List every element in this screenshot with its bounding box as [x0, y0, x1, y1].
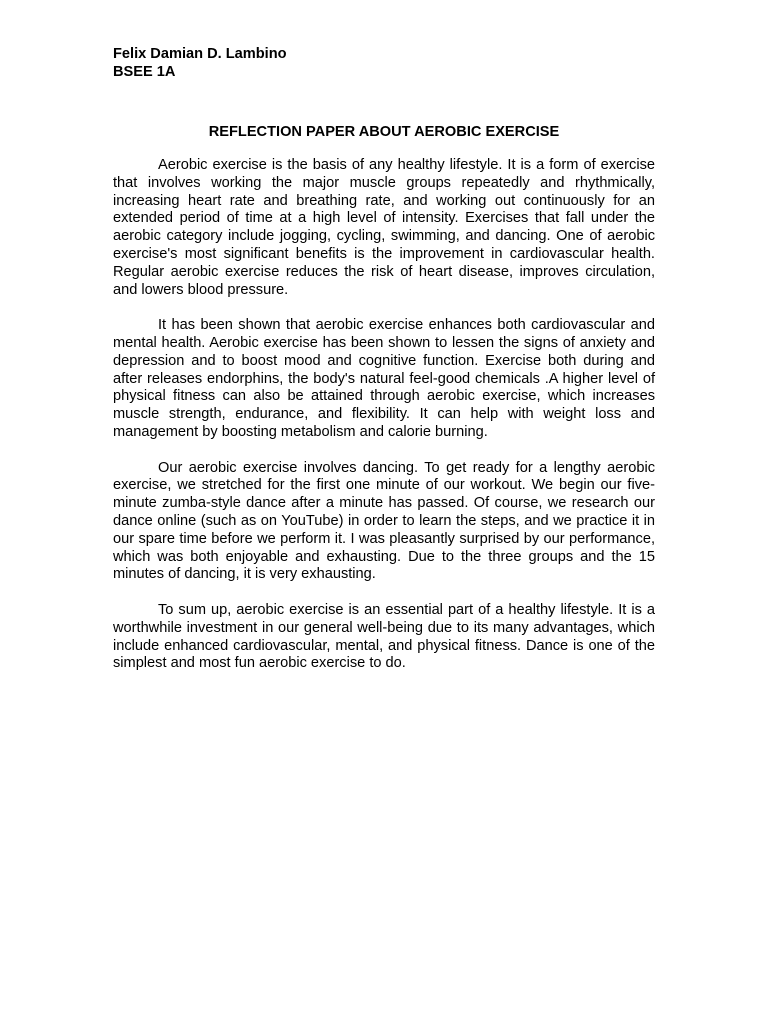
paragraph: To sum up, aerobic exercise is an essential part of a healthy lifestyle. It is a worthwhile investment in our general well-being due to its many advantages, which include enhanced cardiovascular, mental, and physical fitness. Dance is one of the simplest and most fun aerobic exercise to do. — [113, 601, 655, 672]
paragraph: Our aerobic exercise involves dancing. To get ready for a lengthy aerobic exercise, we stretched for the first one minute of our workout. We begin our five-minute zumba-style dance after a minute has passed. Of course, we research our dance online (such as on YouTube) in order to learn the steps, and we practice it in our spare time before we perform it. I was pleasantly surprised by our performance, which was both enjoyable and exhausting. Due to the three groups and the 15 minutes of dancing, it is very exhausting. — [113, 459, 655, 583]
paragraph: Aerobic exercise is the basis of any healthy lifestyle. It is a form of exercise that involves working the major muscle groups repeatedly and rhythmically, increasing heart rate and breathing rate, and working out continuously for an extended period of time at a high level of intensity. Exercises that fall under the aerobic category include jogging, cycling, swimming, and dancing. One of aerobic exercise's most significant benefits is the improvement in cardiovascular health. Regular aerobic exercise reduces the risk of heart disease, improves circulation, and lowers blood pressure. — [113, 157, 655, 298]
author-block — [113, 46, 655, 81]
author-section: BSEE 1A — [113, 63, 176, 80]
paragraph: It has been shown that aerobic exercise enhances both cardiovascular and mental health. Aerobic exercise has been shown to lessen the signs of anxiety and depression and to boost mood and cognitive function. Exercise both during and after releases endorphins, the body's natural feel-good chemicals .A higher level of physical fitness can also be attained through aerobic exercise, which increases muscle strength, endurance, and flexibility. It can help with weight loss and management by boosting metabolism and calorie burning. — [113, 317, 655, 440]
author-name: Felix Damian D. Lambino — [113, 46, 287, 62]
document-page — [113, 46, 655, 691]
document-body — [113, 157, 655, 673]
document-title: REFLECTION PAPER ABOUT AEROBIC EXERCISE — [208, 124, 560, 140]
